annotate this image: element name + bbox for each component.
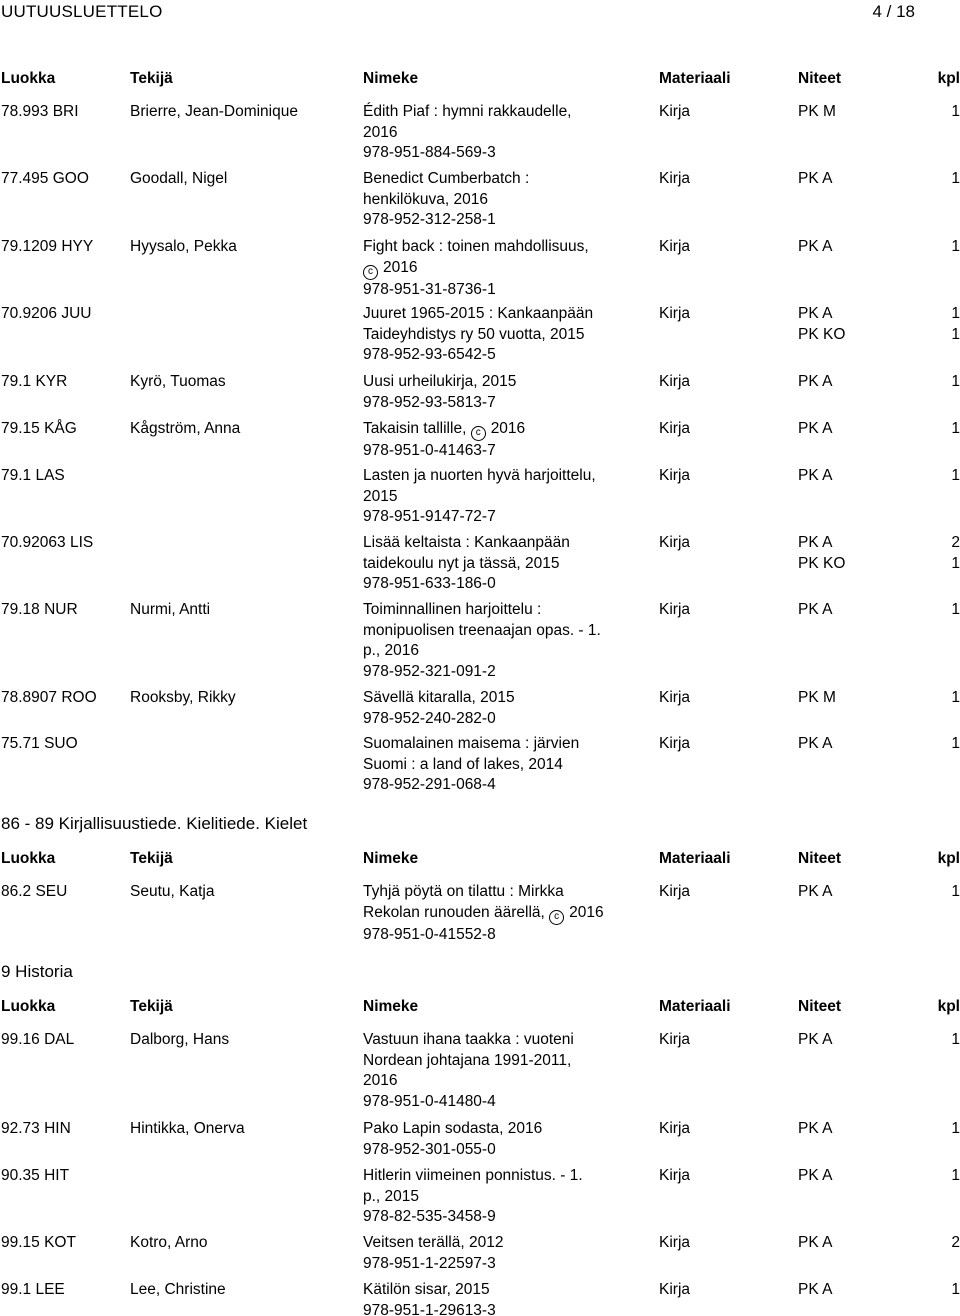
title-line: Suomalainen maisema : järvien [363,735,580,752]
location-code: PK M [798,103,836,120]
title-line: Tyhjä pöytä on tilattu : Mirkka [363,883,564,900]
count-value: 1 [951,689,960,706]
column-header-niteet: Niteet [798,998,842,1015]
isbn: 978-951-31-8736-1 [363,280,496,298]
count-value: 1 [951,305,960,322]
isbn: 978-952-291-068-4 [363,776,496,793]
author: Kyrö, Tuomas [130,373,226,390]
copies-location [798,102,836,123]
location-code: PK A [798,735,833,752]
title-line: Veitsen terällä, 2012 [363,1234,504,1251]
copies-location [798,169,832,190]
class-code: 99.1 LEE [1,1281,65,1298]
page-number: 4 / 18 [872,2,915,21]
class-code: 90.35 HIT [1,1167,70,1184]
title-cell [363,466,633,528]
class-code: 92.73 HIN [1,1120,71,1137]
title-cell [363,372,633,413]
title-cell [363,1166,633,1228]
copy-count [930,169,960,190]
count-value: 2 [951,1234,960,1251]
title-cell [363,600,633,682]
material: Kirja [659,1120,691,1137]
column-header-tekija: Tekijä [130,998,173,1015]
column-header-luokka: Luokka [1,850,56,867]
copies-location [798,1280,832,1301]
copies-location [798,882,832,903]
title-line: 2016 [363,123,398,141]
author: Rooksby, Rikky [130,689,236,706]
title-line: Lasten ja nuorten hyvä harjoittelu, [363,467,596,484]
material: Kirja [659,534,691,551]
column-header-tekija: Tekijä [130,70,173,87]
isbn: 978-951-9147-72-7 [363,508,496,525]
material: Kirja [659,170,691,187]
count-value: 1 [951,735,960,752]
isbn: 978-952-321-091-2 [363,662,496,680]
material: Kirja [659,1167,691,1184]
location-code: PK A [798,534,833,551]
title-cell [363,533,633,595]
copy-count [930,419,960,440]
copy-count [930,1280,960,1301]
count-value: 1 [951,325,960,343]
location-code: PK A [798,467,833,484]
copy-count [930,466,960,487]
author: Hyysalo, Pekka [130,238,237,255]
copyright-icon: c [471,426,486,441]
title-cell [363,1119,633,1160]
material: Kirja [659,373,691,390]
title-line: Toiminnallinen harjoittelu : [363,601,542,618]
title-cell [363,734,633,796]
title-cell [363,688,633,729]
copyright-text: 2016 [383,258,418,276]
count-value: 1 [951,238,960,255]
count-value: 1 [951,1120,960,1137]
title-cell [363,1233,633,1274]
author: Goodall, Nigel [130,170,228,187]
count-value: 2 [951,534,960,551]
count-value: 1 [951,1031,960,1048]
column-header-nimeke: Nimeke [363,850,419,867]
title-line: Uusi urheilukirja, 2015 [363,373,517,390]
copy-count [930,533,960,574]
material: Kirja [659,1031,691,1048]
location-code: PK M [798,689,836,706]
location-code: PK A [798,601,833,618]
copies-location [798,688,836,709]
count-value: 1 [951,601,960,618]
column-header-row [0,998,960,1018]
class-code: 79.15 KÅG [1,420,77,437]
column-header-tekija: Tekijä [130,850,173,867]
title-cell [363,102,633,164]
column-header-kpl: kpl [937,850,960,867]
copyright-icon: c [549,910,564,925]
title-cell [363,169,633,231]
class-code: 78.8907 ROO [1,689,97,706]
column-header-nimeke: Nimeke [363,998,419,1015]
location-code: PK KO [798,325,846,343]
title-line: p., 2016 [363,642,420,659]
title-cell [363,1030,633,1112]
class-code: 79.1 LAS [1,467,65,484]
copies-location [798,1166,832,1187]
material: Kirja [659,601,691,618]
title-cell [363,419,633,462]
location-code: PK A [798,883,833,900]
class-code: 70.9206 JUU [1,305,92,322]
title-line: Juuret 1965-2015 : Kankaanpään [363,305,594,322]
title-cell [363,237,633,300]
title-line: Édith Piaf : hymni rakkaudelle, [363,103,572,120]
copies-location [798,419,832,440]
material: Kirja [659,689,691,706]
class-code: 79.18 NUR [1,601,78,618]
isbn: 978-951-1-22597-3 [363,1254,496,1272]
material: Kirja [659,1234,691,1251]
title-line: taidekoulu nyt ja tässä, 2015 [363,554,560,572]
location-code: PK A [798,1167,833,1184]
section-heading: 9 Historia [1,962,73,981]
title-line: Hitlerin viimeinen ponnistus. - 1. [363,1167,583,1184]
column-header-luokka: Luokka [1,70,56,87]
class-code: 79.1 KYR [1,373,68,390]
author: Brierre, Jean-Dominique [130,103,298,120]
count-value: 1 [951,554,960,572]
location-code: PK A [798,1031,833,1048]
copy-count [930,304,960,345]
copyright-year: 2016 [490,420,526,437]
column-header-materiaali: Materiaali [659,850,731,867]
title-line [363,258,633,280]
isbn: 978-951-884-569-3 [363,144,496,161]
isbn: 978-952-93-5813-7 [363,393,496,411]
material: Kirja [659,467,691,484]
location-code: PK A [798,1281,833,1298]
author: Dalborg, Hans [130,1031,230,1048]
location-code: PK A [798,238,833,255]
class-code: 86.2 SEU [1,883,68,900]
isbn: 978-952-301-055-0 [363,1140,496,1158]
copyright-year: 2016 [569,903,604,921]
count-value: 1 [951,103,960,120]
count-value: 1 [951,420,960,437]
author: Kotro, Arno [130,1234,208,1251]
class-code: 99.16 DAL [1,1031,75,1048]
title-line: Taideyhdistys ry 50 vuotta, 2015 [363,325,585,343]
title-line: henkilökuva, 2016 [363,190,488,208]
document-title: UUTUUSLUETTELO [1,2,163,21]
isbn: 978-951-0-41552-8 [363,925,496,943]
class-code: 78.993 BRI [1,103,79,120]
count-value: 1 [951,1167,960,1184]
material: Kirja [659,883,691,900]
page-header [0,0,960,30]
location-code: PK KO [798,554,846,572]
class-code: 77.495 GOO [1,170,89,187]
title-line: 2015 [363,487,398,505]
count-value: 1 [951,1281,960,1298]
title-line: Sävellä kitaralla, 2015 [363,689,515,706]
column-header-row [0,850,960,870]
class-code: 99.15 KOT [1,1234,76,1251]
title-line [363,419,633,441]
isbn: 978-951-0-41480-4 [363,1092,496,1110]
material: Kirja [659,735,691,752]
column-header-niteet: Niteet [798,850,842,867]
title-line: monipuolisen treenaajan opas. - 1. [363,621,601,639]
column-header-row [0,70,960,90]
author: Hintikka, Onerva [130,1120,245,1137]
title-line: Vastuun ihana taakka : vuoteni [363,1031,574,1048]
material: Kirja [659,420,691,437]
copy-count [930,882,960,903]
class-code: 75.71 SUO [1,735,78,752]
copy-count [930,600,960,621]
author: Lee, Christine [130,1281,226,1298]
material: Kirja [659,305,691,322]
copies-location [798,372,832,393]
copies-location [798,600,832,621]
isbn: 978-82-535-3458-9 [363,1208,496,1225]
copy-count [930,1166,960,1187]
column-header-materiaali: Materiaali [659,70,731,87]
column-header-kpl: kpl [937,70,960,87]
isbn: 978-952-240-282-0 [363,709,496,727]
copy-count [930,372,960,393]
copy-count [930,1119,960,1140]
column-header-nimeke: Nimeke [363,70,419,87]
location-code: PK A [798,420,833,437]
column-header-niteet: Niteet [798,70,842,87]
title-line: 2016 [363,1072,398,1089]
copies-location [798,1233,832,1254]
title-line: Fight back : toinen mahdollisuus, [363,238,589,255]
copies-location [798,1030,832,1051]
isbn: 978-951-633-186-0 [363,575,496,592]
title-cell [363,882,633,945]
title-text: Takaisin tallille, [363,420,471,437]
column-header-kpl: kpl [937,998,960,1015]
count-value: 1 [951,170,960,187]
isbn: 978-951-0-41463-7 [363,442,496,459]
copy-count [930,1233,960,1254]
title-line [363,903,633,925]
isbn: 978-952-312-258-1 [363,211,496,228]
copy-count [930,1030,960,1051]
title-line: Benedict Cumberbatch : [363,170,530,187]
copies-location [798,237,832,258]
title-line: p., 2015 [363,1187,420,1205]
copy-count [930,688,960,709]
copies-location [798,533,845,574]
copies-location [798,466,832,487]
title-line: Pako Lapin sodasta, 2016 [363,1120,543,1137]
column-header-materiaali: Materiaali [659,998,731,1015]
location-code: PK A [798,373,833,390]
count-value: 1 [951,883,960,900]
location-code: PK A [798,305,833,322]
copies-location [798,1119,832,1140]
material: Kirja [659,238,691,255]
title-cell [363,1280,633,1316]
copy-count [930,237,960,258]
title-line: Nordean johtajana 1991-2011, [363,1051,572,1069]
copies-location [798,734,832,755]
title-line: Lisää keltaista : Kankaanpään [363,534,570,551]
copies-location [798,304,845,345]
title-text: Rekolan runouden äärellä, [363,903,550,921]
location-code: PK A [798,170,833,187]
author: Kågström, Anna [130,420,241,437]
author: Seutu, Katja [130,883,215,900]
author: Nurmi, Antti [130,601,211,618]
copy-count [930,102,960,123]
title-line: Kätilön sisar, 2015 [363,1281,490,1298]
copyright-icon: c [363,265,378,280]
class-code: 70.92063 LIS [1,534,94,551]
location-code: PK A [798,1234,833,1251]
column-header-luokka: Luokka [1,998,56,1015]
count-value: 1 [951,467,960,484]
material: Kirja [659,103,691,120]
count-value: 1 [951,373,960,390]
location-code: PK A [798,1120,833,1137]
copy-count [930,734,960,755]
class-code: 79.1209 HYY [1,238,94,255]
isbn: 978-952-93-6542-5 [363,346,496,363]
title-line: Suomi : a land of lakes, 2014 [363,755,563,773]
isbn: 978-951-1-29613-3 [363,1301,496,1316]
title-cell [363,304,633,366]
section-heading: 86 - 89 Kirjallisuustiede. Kielitiede. Kielet [1,814,308,833]
material: Kirja [659,1281,691,1298]
